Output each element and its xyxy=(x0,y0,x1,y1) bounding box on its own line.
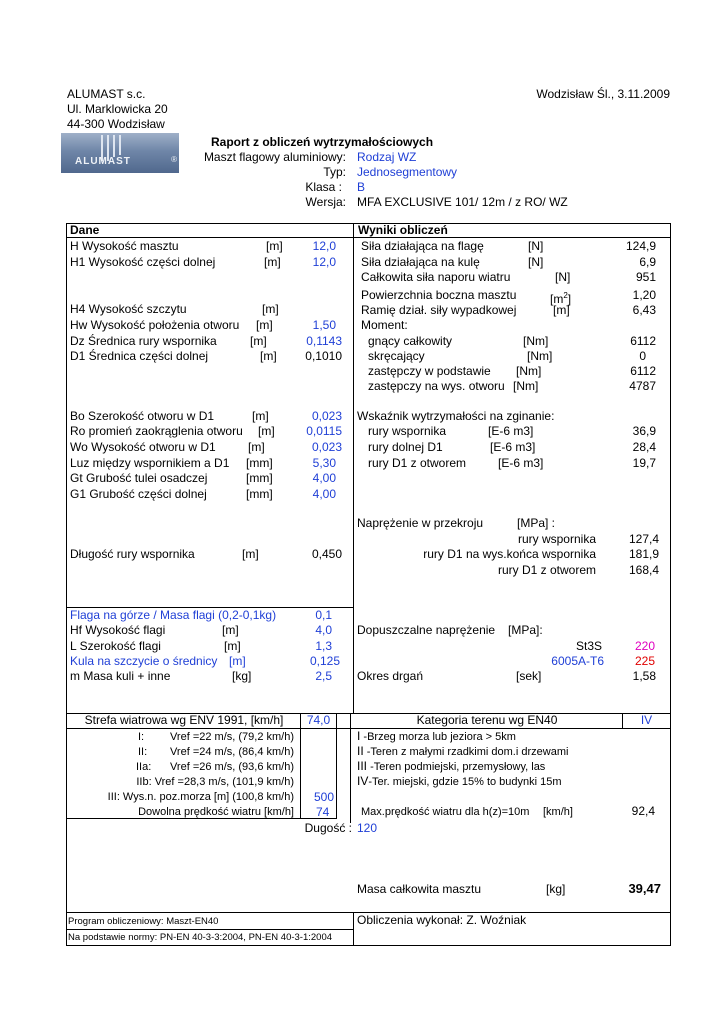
dane-label-gt: Gt Grubość tulei osadczej xyxy=(70,471,208,485)
alumast-logo: ALUMAST ® xyxy=(61,133,179,173)
strefa-value-iii: 500 xyxy=(314,790,335,804)
meta-value-rodzaj: Rodzaj WZ xyxy=(357,150,417,164)
dane-label-d1: D1 Średnica części dolnej xyxy=(70,349,209,363)
wyniki-value-powierzchnia: 1,20 xyxy=(632,288,656,302)
dane-unit-g1: [mm] xyxy=(246,487,273,501)
meta-label-klasa: Klasa : xyxy=(305,180,342,194)
wyniki-label-6005a: 6005A-T6 xyxy=(551,654,604,668)
wyniki-value-sila-naporu: 951 xyxy=(635,270,656,284)
wyniki-label-skrecajacy: skręcający xyxy=(368,349,425,363)
wyniki-value-w-dolnej: 28,4 xyxy=(632,440,656,454)
strefa-text-dowolna: Dowolna prędkość wiatru [km/h] xyxy=(138,806,294,818)
dane-value-dz: 0,1143 xyxy=(306,334,342,348)
wyniki-unit-naprezenie: [MPa] : xyxy=(517,516,556,530)
wyniki-label-n-otwor: rury D1 z otworem xyxy=(497,563,596,577)
wyniki-unit-zastepczy-otwor: [Nm] xyxy=(513,379,539,393)
dane-label-bo: Bo Szerokość otworu w D1 xyxy=(70,409,215,423)
strefa-value: 74,0 xyxy=(306,713,331,727)
masa-label: Masa całkowita masztu xyxy=(357,882,482,896)
kategoria-row-i: I -Brzeg morza lub jeziora > 5km xyxy=(357,729,516,743)
wyniki-value-sila-kula: 6,9 xyxy=(639,255,656,269)
wyniki-label-okres: Okres drgań xyxy=(357,669,424,683)
kategoria-row-ii: II -Teren z małymi rzadkimi dom.i drzewami xyxy=(357,744,569,758)
dane-value-hw: 1,50 xyxy=(312,318,336,332)
dugosc-value: 120 xyxy=(357,821,378,835)
dane-label-ro: Ro promień zaokrąglenia otworu xyxy=(70,424,243,438)
dane-value-flaga: 0,1 xyxy=(315,608,332,622)
dane-label-l: L Szerokość flagi xyxy=(70,639,161,653)
wyniki-label-w-otwor: rury D1 z otworem xyxy=(368,456,467,470)
strefa-text-iii: III: Wys.n. poz.morza [m] (100,8 km/h) xyxy=(107,791,294,803)
dane-label-luz: Luz między wspornikiem a D1 xyxy=(70,456,230,470)
wyniki-unit-skrecajacy: [Nm] xyxy=(527,349,553,363)
wyniki-value-n-rury: 127,4 xyxy=(628,532,659,546)
strefa-value-dowolna: 74 xyxy=(316,805,330,819)
wyniki-label-w-rury: rury wspornika xyxy=(368,424,447,438)
dane-label-flaga: Flaga na górze / Masa flagi (0,2-0,1kg) xyxy=(70,608,277,622)
report-title: Raport z obliczeń wytrzymałościowych xyxy=(211,135,434,149)
wyniki-unit-gnacy: [Nm] xyxy=(523,334,549,348)
wyniki-unit-w-otwor: [E-6 m3] xyxy=(498,456,544,470)
wyniki-label-st3s: St3S xyxy=(575,639,602,653)
dane-unit-hf: [m] xyxy=(222,623,239,637)
wyniki-value-st3s: 220 xyxy=(634,639,655,653)
dane-label-hf: Hf Wysokość flagi xyxy=(70,623,166,637)
dane-unit-bo: [m] xyxy=(252,409,269,423)
meta-label-wersja: Wersja: xyxy=(305,195,346,209)
dane-value-l: 1,3 xyxy=(315,639,332,653)
wyniki-unit-w-dolnej: [E-6 m3] xyxy=(490,440,536,454)
wyniki-label-gnacy: gnący całkowity xyxy=(368,334,453,348)
dane-value-d1: 0,1010 xyxy=(305,349,342,363)
wyniki-value-okres: 1,58 xyxy=(632,669,656,683)
wyniki-label-naprezenie: Naprężenie w przekroju xyxy=(357,516,484,530)
dane-unit-dl-wspornika: [m] xyxy=(242,547,259,561)
wyniki-value-n-konca: 181,9 xyxy=(628,547,659,561)
wyniki-label-n-konca: rury D1 na wys.końca wspornika xyxy=(423,547,596,561)
dane-label-h4: H4 Wysokość szczytu xyxy=(70,302,187,316)
meta-value-wersja: MFA EXCLUSIVE 101/ 12m / z RO/ WZ xyxy=(357,195,568,209)
dane-value-m: 2,5 xyxy=(315,669,332,683)
wyniki-value-sila-flaga: 124,9 xyxy=(625,239,656,253)
company-name: ALUMAST s.c. xyxy=(67,87,146,101)
wyniki-value-skrecajacy: 0 xyxy=(639,349,646,363)
wyniki-header: Wyniki obliczeń xyxy=(358,223,448,237)
wyniki-value-6005a: 225 xyxy=(634,654,655,668)
kategoria-row-iv: IV-Ter. miejski, gdzie 15% to budynki 15m xyxy=(357,774,562,788)
program-text: Program obliczeniowy: Maszt-EN40 xyxy=(68,916,219,927)
dane-label-kula: Kula na szczycie o średnicy xyxy=(70,654,218,668)
dane-unit-h1: [m] xyxy=(264,255,281,269)
kategoria-header: Kategoria terenu wg EN40 xyxy=(416,713,558,727)
wyniki-value-zastepczy-otwor: 4787 xyxy=(629,379,656,393)
kategoria-row-iii: III -Teren podmiejski, przemysłowy, las xyxy=(357,759,546,773)
meta-label-rodzaj: Maszt flagowy aluminiowy: xyxy=(203,150,346,164)
wyniki-label-n-rury: rury wspornika xyxy=(517,532,596,546)
wyniki-label-zastepczy-podstawa: zastępczy w podstawie xyxy=(368,364,491,378)
vmax-unit: [km/h] xyxy=(543,806,573,818)
wyniki-label-sila-kula: Siła działająca na kulę xyxy=(361,255,480,269)
strefa-text-ii: Vref =24 m/s, (86,4 km/h) xyxy=(170,746,294,758)
wyniki-label-zastepczy-otwor: zastępczy na wys. otworu xyxy=(368,379,505,393)
wyniki-label-w-dolnej: rury dolnej D1 xyxy=(368,440,443,454)
dane-label-wo: Wo Wysokość otworu w D1 xyxy=(70,440,216,454)
dane-value-h1: 12,0 xyxy=(312,255,336,269)
dane-value-g1: 4,00 xyxy=(312,487,336,501)
strefa-header: Strefa wiatrowa wg ENV 1991, [km/h] xyxy=(84,713,284,727)
dugosc-label: Dugość : xyxy=(304,821,352,835)
dane-value-dl-wspornika: 0,450 xyxy=(311,547,342,561)
dane-unit-gt: [mm] xyxy=(246,471,273,485)
wyniki-value-n-otwor: 168,4 xyxy=(628,563,659,577)
company-street: Ul. Marklowicka 20 xyxy=(67,102,168,116)
dane-unit-h4: [m] xyxy=(262,302,279,316)
wyniki-unit-zastepczy-podstawa: [Nm] xyxy=(516,364,542,378)
dane-label-g1: G1 Grubość części dolnej xyxy=(70,487,207,501)
dane-unit-hw: [m] xyxy=(256,318,273,332)
dane-unit-l: [m] xyxy=(224,639,241,653)
dane-unit-h: [m] xyxy=(266,239,283,253)
meta-value-klasa: B xyxy=(357,180,366,194)
wyniki-label-ramie: Ramię dział. siły wypadkowej xyxy=(361,303,517,317)
company-city: 44-300 Wodzisław xyxy=(67,117,165,131)
dane-unit-kula: [m] xyxy=(229,654,246,668)
dane-label-h1: H1 Wysokość części dolnej xyxy=(70,255,216,269)
wyniki-label-moment: Moment: xyxy=(361,318,408,332)
wykonal-text: Obliczenia wykonał: Z. Woźniak xyxy=(357,913,527,927)
dane-unit-dz: [m] xyxy=(250,334,267,348)
dane-unit-wo: [m] xyxy=(248,440,265,454)
dane-value-h: 12,0 xyxy=(312,239,336,253)
dane-label-m: m Masa kuli + inne xyxy=(70,669,171,683)
wyniki-value-w-rury: 36,9 xyxy=(632,424,656,438)
wyniki-unit-sila-flaga: [N] xyxy=(528,239,544,253)
wyniki-value-ramie: 6,43 xyxy=(632,303,656,317)
dane-label-dl-wspornika: Długość rury wspornika xyxy=(70,547,195,561)
wyniki-unit-ramie: [m] xyxy=(553,303,570,317)
wyniki-label-wskaznik: Wskaźnik wytrzymałości na zginanie: xyxy=(357,409,555,423)
normy-text: Na podstawie normy: PN-EN 40-3-3:2004, PN-EN 40-3-1:2004 xyxy=(68,932,333,943)
vmax-label: Max.prędkość wiatru dla h(z)=10m xyxy=(361,806,530,818)
dane-label-h: H Wysokość masztu xyxy=(70,239,179,253)
wyniki-value-w-otwor: 19,7 xyxy=(632,456,656,470)
dane-label-dz: Dz Średnica rury wspornika xyxy=(70,334,217,348)
strefa-code-iia: IIa: xyxy=(136,761,152,773)
strefa-code-i: I: xyxy=(138,731,145,743)
dane-value-gt: 4,00 xyxy=(312,471,336,485)
wyniki-value-zastepczy-podstawa: 6112 xyxy=(630,364,656,378)
kategoria-value: IV xyxy=(640,713,653,727)
wyniki-unit-okres: [sek] xyxy=(516,669,542,683)
strefa-text-i: Vref =22 m/s, (79,2 km/h) xyxy=(170,731,294,743)
dane-value-kula: 0,125 xyxy=(309,654,340,668)
report-date: Wodzisław Śl., 3.11.2009 xyxy=(536,87,670,101)
dane-unit-luz: [mm] xyxy=(246,456,273,470)
wyniki-unit-sila-kula: [N] xyxy=(528,255,544,269)
strefa-text-iib: IIb: Vref =28,3 m/s, (101,9 km/h) xyxy=(136,776,294,788)
dane-value-hf: 4,0 xyxy=(315,623,332,637)
meta-value-typ: Jednosegmentowy xyxy=(357,165,458,179)
dane-value-ro: 0,0115 xyxy=(306,424,342,438)
dane-unit-d1: [m] xyxy=(260,349,277,363)
dane-value-luz: 5,30 xyxy=(312,456,336,470)
wyniki-label-powierzchnia: Powierzchnia boczna masztu xyxy=(361,288,517,302)
wyniki-label-dopuszczalne: Dopuszczalne naprężenie xyxy=(357,623,496,637)
dane-value-bo: 0,023 xyxy=(311,409,342,423)
strefa-code-ii: II: xyxy=(138,746,148,758)
dane-label-hw: Hw Wysokość położenia otworu xyxy=(70,318,240,332)
wyniki-value-gnacy: 6112 xyxy=(630,334,656,348)
dane-unit-ro: [m] xyxy=(258,424,275,438)
strefa-text-iia: Vref =26 m/s, (93,6 km/h) xyxy=(170,761,294,773)
wyniki-label-sila-naporu: Całkowita siła naporu wiatru xyxy=(361,270,511,284)
wyniki-unit-dopuszczalne: [MPa]: xyxy=(508,623,543,637)
wyniki-unit-sila-naporu: [N] xyxy=(555,270,571,284)
dane-value-wo: 0,023 xyxy=(311,440,342,454)
dane-header: Dane xyxy=(70,223,100,237)
wyniki-unit-w-rury: [E-6 m3] xyxy=(488,424,534,438)
vmax-value: 92,4 xyxy=(631,804,655,818)
logo-text: ALUMAST xyxy=(75,156,131,167)
masa-value: 39,47 xyxy=(628,881,661,896)
wyniki-label-sila-flaga: Siła działająca na flagę xyxy=(361,239,484,253)
meta-label-typ: Typ: xyxy=(323,165,346,179)
dane-unit-m: [kg] xyxy=(232,669,252,683)
wyniki-unit-powierzchnia: $[m^2]$ xyxy=(550,291,572,306)
masa-unit: [kg] xyxy=(546,882,566,896)
